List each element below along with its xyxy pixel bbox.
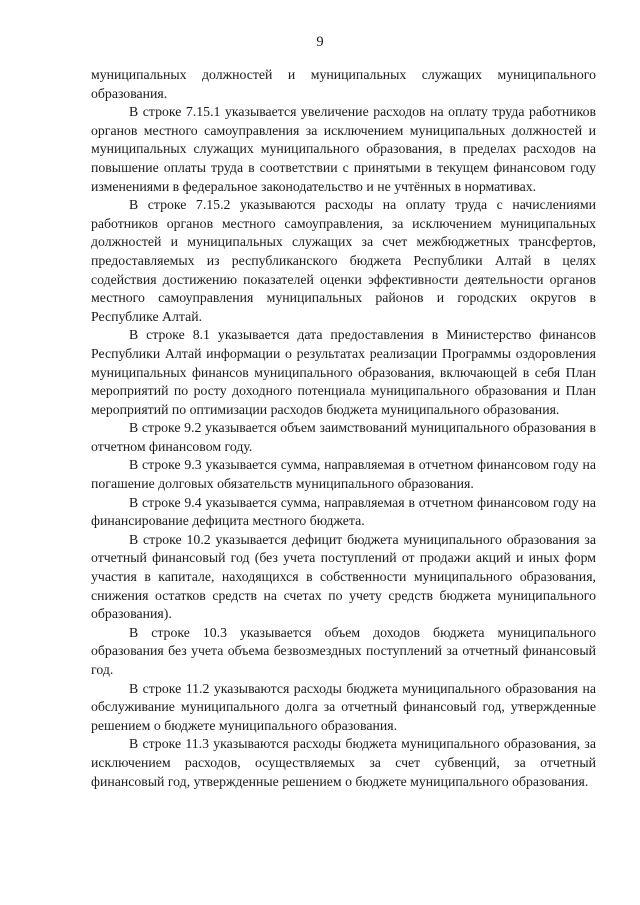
paragraph-line-10-2: В строке 10.2 указывается дефицит бюджета муниципального образования за отчетный финансовый год (без учета поступлений от продажи акций и иных форм участия в капитале, находящихся в собственности муниципального образования, снижения остатков средств на счетах по учету средств бюджета муниципального образования).	[91, 531, 596, 622]
paragraph-line-9-2: В строке 9.2 указывается объем заимствований муниципального образования в отчетном финансовом году.	[91, 420, 596, 454]
paragraph-line-7-15-2: В строке 7.15.2 указываются расходы на оплату труда с начислениями работников органов местного самоуправления, за исключением муниципальных должностей и муниципальных служащих за счет межбюджетных трансфертов, предоставляемых из республиканского бюджета Республики Алтай в целях содействия достижению показателей оценки эффективности деятельности органов местного самоуправления муниципальных районов и городских округов в Республике Алтай.	[91, 197, 596, 324]
paragraph-continuation: муниципальных должностей и муниципальных служащих муниципального образования.	[91, 67, 596, 101]
paragraph-line-9-4: В строке 9.4 указывается сумма, направляемая в отчетном финансовом году на финансирование дефицита местного бюджета.	[91, 494, 596, 529]
paragraph-line-9-3: В строке 9.3 указывается сумма, направляемая в отчетном финансовом году на погашение долговых обязательств муниципального образования.	[91, 457, 596, 492]
paragraph-line-7-15-1: В строке 7.15.1 указывается увеличение расходов на оплату труда работников органов местного самоуправления за исключением муниципальных должностей и муниципальных служащих муниципального образования, в пределах расходов на повышение оплаты труда в соответствии с принятыми в текущем финансовом году изменениями в федеральное законодательство и не учтённых в нормативах.	[91, 104, 596, 194]
paragraph-line-11-2: В строке 11.2 указываются расходы бюджета муниципального образования на обслуживание муниципального долга за отчетный финансовый год, утвержденные решением о бюджете муниципального образования.	[91, 680, 596, 733]
paragraph-line-10-3: В строке 10.3 указывается объем доходов бюджета муниципального образования без учета объема безвозмездных поступлений за отчетный финансовый год.	[91, 624, 596, 677]
paragraph-line-8-1: В строке 8.1 указывается дата предоставления в Министерство финансов Республики Алтай информации о результатах реализации Программы оздоровления муниципальных финансов муниципального образования, включающей в себя План мероприятий по росту доходного потенциала муниципального образования и План мероприятий по оптимизации расходов бюджета муниципального образования.	[91, 327, 596, 417]
document-body	[91, 66, 596, 791]
paragraph-line-11-3: В строке 11.3 указываются расходы бюджета муниципального образования, за исключением расходов, осуществляемых за счет субвенций, за отчетный финансовый год, утвержденные решением о бюджете муниципального образования.	[91, 736, 596, 789]
page-number: 9	[316, 34, 324, 50]
